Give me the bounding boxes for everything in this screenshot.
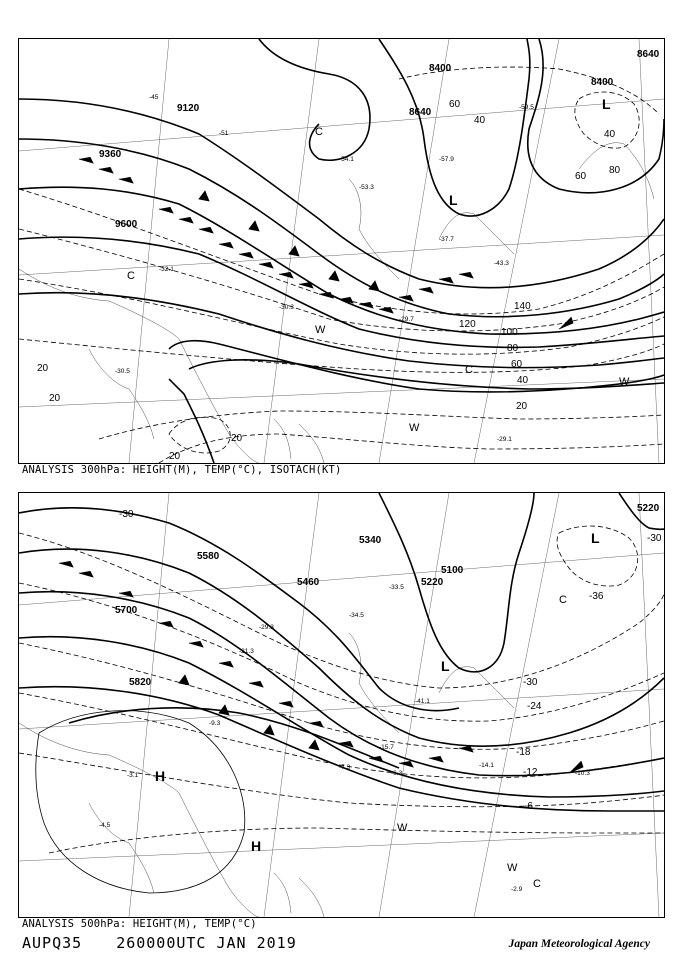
height-label: 9120 — [177, 103, 200, 114]
svg-text:-24: -24 — [527, 701, 542, 712]
low-center-marker: L — [602, 96, 611, 112]
lower-height-labels — [115, 503, 660, 688]
coastlines — [19, 633, 514, 917]
low-center-marker: L — [449, 192, 458, 208]
lower-pressure-centers — [155, 530, 600, 854]
svg-text:-36: -36 — [589, 591, 604, 602]
chart-identifier — [22, 934, 331, 952]
svg-text:-29.1: -29.1 — [497, 436, 512, 443]
svg-text:-29.7: -29.7 — [399, 316, 414, 323]
lower-panel-caption: ANALYSIS 500hPa: HEIGHT(M), TEMP(°C) — [22, 918, 257, 930]
cold-center-marker: C — [127, 270, 135, 282]
high-center-marker: H — [155, 768, 166, 784]
svg-text:-6.3: -6.3 — [391, 770, 403, 777]
isotach-labels — [37, 99, 621, 462]
height-label: 5220 — [421, 577, 444, 588]
isotherms-isotachs — [19, 67, 664, 463]
station-values — [115, 94, 534, 443]
svg-text:20: 20 — [37, 363, 49, 374]
upper-labels — [99, 49, 660, 230]
svg-text:140: 140 — [514, 301, 531, 312]
svg-text:-30.3: -30.3 — [279, 304, 294, 311]
height-label: 5220 — [637, 503, 660, 514]
svg-text:-10.3: -10.3 — [575, 770, 590, 777]
svg-text:20: 20 — [231, 433, 243, 444]
cold-center-marker: C — [465, 364, 473, 376]
svg-text:-54.1: -54.1 — [339, 156, 354, 163]
height-label: 5340 — [359, 535, 382, 546]
height-label: 9600 — [115, 219, 138, 230]
svg-text:60: 60 — [575, 171, 587, 182]
height-label: 8400 — [591, 77, 614, 88]
chart-500hpa — [18, 492, 665, 918]
height-contours — [19, 39, 664, 463]
wind-barbs — [79, 157, 573, 329]
svg-text:-9.3: -9.3 — [209, 720, 221, 727]
warm-center-marker: W — [619, 376, 630, 388]
svg-text:80: 80 — [507, 343, 519, 354]
svg-text:-18: -18 — [516, 747, 531, 758]
svg-text:-43.3: -43.3 — [494, 260, 509, 267]
upper-panel-caption: ANALYSIS 300hPa: HEIGHT(M), TEMP(°C), ISOTACH(KT) — [22, 464, 342, 476]
svg-text:40: 40 — [604, 129, 616, 140]
low-center-marker: L — [441, 658, 450, 674]
lower-station-values — [99, 584, 590, 893]
height-label: 5460 — [297, 577, 320, 588]
svg-text:-45: -45 — [149, 94, 159, 101]
svg-text:-29.3: -29.3 — [259, 624, 274, 631]
warm-center-marker: W — [315, 324, 326, 336]
ridge-contour — [36, 711, 245, 893]
height-label: 5100 — [441, 565, 464, 576]
graticule — [19, 39, 664, 463]
warm-center-marker: W — [507, 862, 518, 874]
height-label: 8400 — [429, 63, 452, 74]
svg-text:100: 100 — [501, 327, 518, 338]
wind-barbs — [59, 561, 583, 773]
svg-text:-34.5: -34.5 — [349, 612, 364, 619]
svg-text:-57.9: -57.9 — [439, 156, 454, 163]
high-center-marker: H — [251, 838, 262, 854]
agency-name: Japan Meteorological Agency — [508, 938, 650, 950]
cold-center-marker: C — [315, 126, 323, 138]
svg-text:-12: -12 — [523, 767, 538, 778]
height-label: 5820 — [129, 677, 152, 688]
svg-text:-7.3: -7.3 — [339, 764, 351, 771]
svg-text:-53.3: -53.3 — [359, 184, 374, 191]
cold-center-marker: C — [533, 878, 541, 890]
height-label: 5700 — [115, 605, 138, 616]
chart-300hpa — [18, 38, 665, 464]
pressure-centers — [449, 96, 611, 208]
svg-text:80: 80 — [609, 165, 621, 176]
height-label: 8640 — [409, 107, 432, 118]
cold-center-marker: C — [559, 594, 567, 606]
svg-text:-3.1: -3.1 — [127, 772, 139, 779]
svg-text:-37.7: -37.7 — [439, 236, 454, 243]
svg-text:20: 20 — [169, 451, 181, 462]
svg-text:-30: -30 — [523, 677, 538, 688]
lower-temperature-centers — [397, 594, 567, 890]
svg-text:-32.1: -32.1 — [159, 266, 174, 273]
svg-text:40: 40 — [517, 375, 529, 386]
svg-text:40: 40 — [474, 115, 486, 126]
svg-text:60: 60 — [449, 99, 461, 110]
svg-text:20: 20 — [516, 401, 528, 412]
valid-time: 260000UTC JAN 2019 — [116, 934, 297, 952]
height-label: 5580 — [197, 551, 220, 562]
svg-text:-33.5: -33.5 — [389, 584, 404, 591]
svg-text:-51: -51 — [219, 130, 229, 137]
svg-text:-6: -6 — [524, 801, 533, 812]
svg-text:-30.5: -30.5 — [115, 368, 130, 375]
svg-text:60: 60 — [511, 359, 523, 370]
warm-center-marker: W — [409, 422, 420, 434]
graticule — [19, 493, 664, 917]
svg-text:-2.9: -2.9 — [511, 886, 523, 893]
svg-text:-59.5: -59.5 — [519, 104, 534, 111]
svg-text:-21.3: -21.3 — [239, 648, 254, 655]
svg-text:-30: -30 — [119, 509, 134, 520]
svg-text:-4.5: -4.5 — [99, 822, 111, 829]
svg-text:120: 120 — [459, 319, 476, 330]
chart-code: AUPQ35 — [22, 934, 83, 952]
height-label: 9360 — [99, 149, 122, 160]
svg-text:-30: -30 — [647, 533, 662, 544]
low-center-marker: L — [591, 530, 600, 546]
height-label: 8640 — [637, 49, 660, 60]
svg-text:-14.1: -14.1 — [479, 762, 494, 769]
svg-text:20: 20 — [49, 393, 61, 404]
warm-center-marker: W — [397, 822, 408, 834]
svg-text:-41.1: -41.1 — [415, 698, 430, 705]
temperature-centers — [127, 126, 630, 434]
svg-text:-15.7: -15.7 — [379, 744, 394, 751]
